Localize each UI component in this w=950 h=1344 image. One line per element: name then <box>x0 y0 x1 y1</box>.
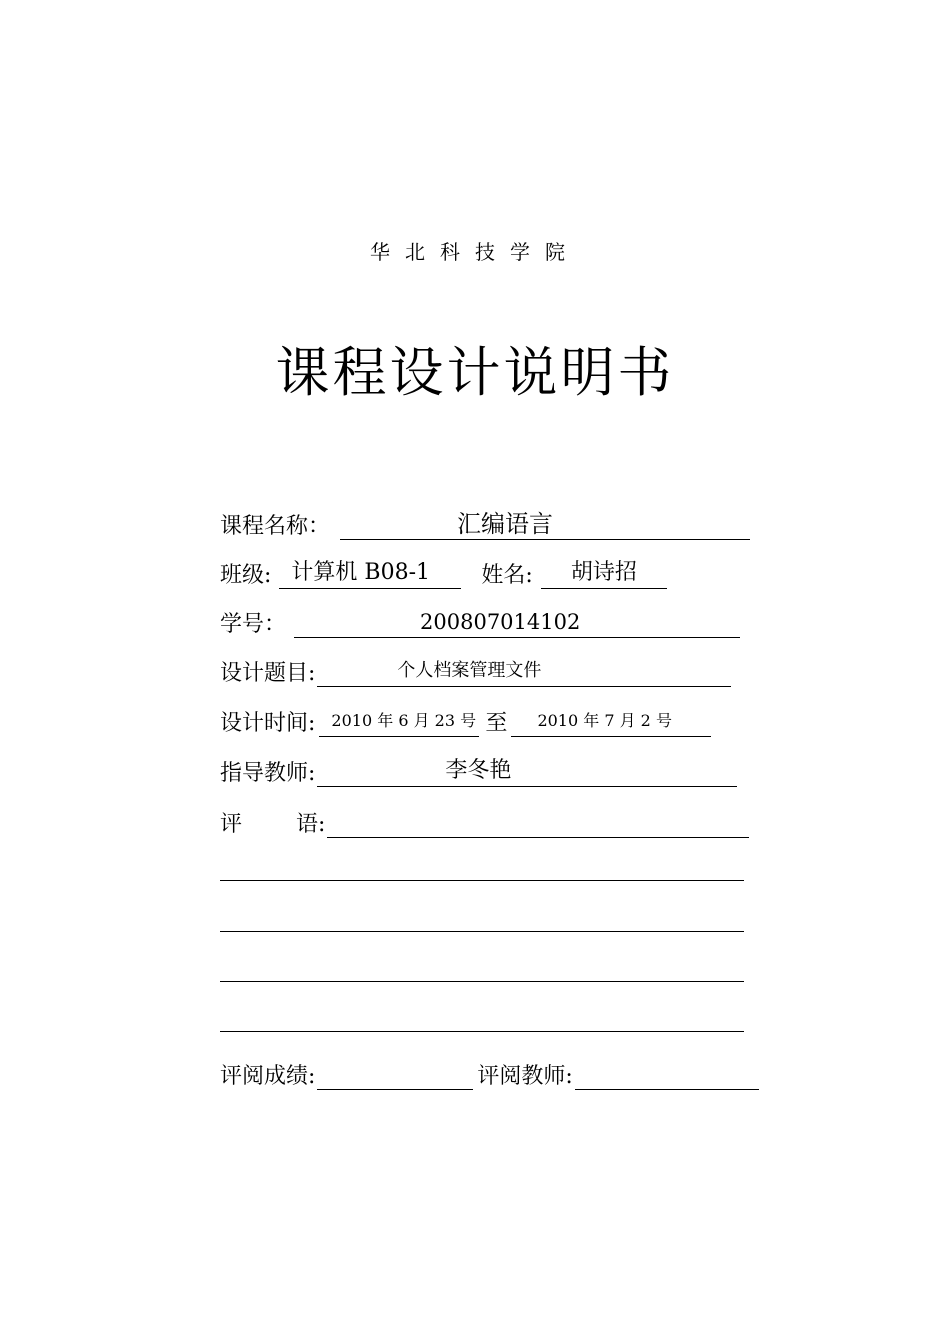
comment-blank-line <box>220 1031 744 1032</box>
course-field <box>340 509 750 540</box>
class-value: 计算机 B08-1 <box>291 560 431 585</box>
comment-label-2: 语: <box>296 812 326 837</box>
advisor-value: 李冬艳 <box>445 758 512 783</box>
class-name-row <box>220 555 667 589</box>
comment-field <box>327 807 749 838</box>
class-label: 班级: <box>220 563 272 588</box>
time-to-label: 至 <box>485 711 508 736</box>
name-field <box>541 558 667 589</box>
comment-blank-line <box>220 981 744 982</box>
course-label: 课程名称： <box>220 514 331 539</box>
advisor-field <box>317 756 737 787</box>
time-start-field <box>319 706 479 737</box>
topic-label: 设计题目: <box>220 661 316 686</box>
comment-blank-line <box>220 931 744 932</box>
course-row <box>220 506 750 540</box>
advisor-row <box>220 753 737 787</box>
school-name: 华北科技学院 <box>370 240 580 264</box>
comment-label-1: 评 <box>220 812 243 837</box>
student-id-label: 学号： <box>220 612 287 637</box>
student-id-row <box>220 604 740 638</box>
name-value: 胡诗招 <box>570 560 637 585</box>
course-value: 汇编语言 <box>457 510 554 538</box>
time-label: 设计时间: <box>220 711 316 736</box>
reviewer-field <box>575 1059 759 1090</box>
reviewer-label: 评阅教师: <box>477 1064 573 1089</box>
topic-row <box>220 653 731 687</box>
student-id-value: 200807014102 <box>420 610 581 634</box>
topic-value: 个人档案管理文件 <box>397 660 542 681</box>
time-end-field <box>511 706 711 737</box>
review-row <box>220 1056 759 1090</box>
time-start-value: 2010 年 6 月 23 号 <box>331 711 477 730</box>
time-end-value: 2010 年 7 月 2 号 <box>537 711 672 730</box>
advisor-label: 指导教师: <box>220 761 316 786</box>
comment-row <box>220 804 749 838</box>
comment-blank-line <box>220 880 744 881</box>
student-id-field <box>294 607 740 638</box>
grade-label: 评阅成绩: <box>220 1064 316 1089</box>
grade-field <box>317 1059 473 1090</box>
class-field <box>279 558 461 589</box>
name-label: 姓名: <box>481 563 533 588</box>
document-title: 课程设计说明书 <box>275 341 675 404</box>
time-row <box>220 703 711 737</box>
topic-field <box>317 656 731 687</box>
